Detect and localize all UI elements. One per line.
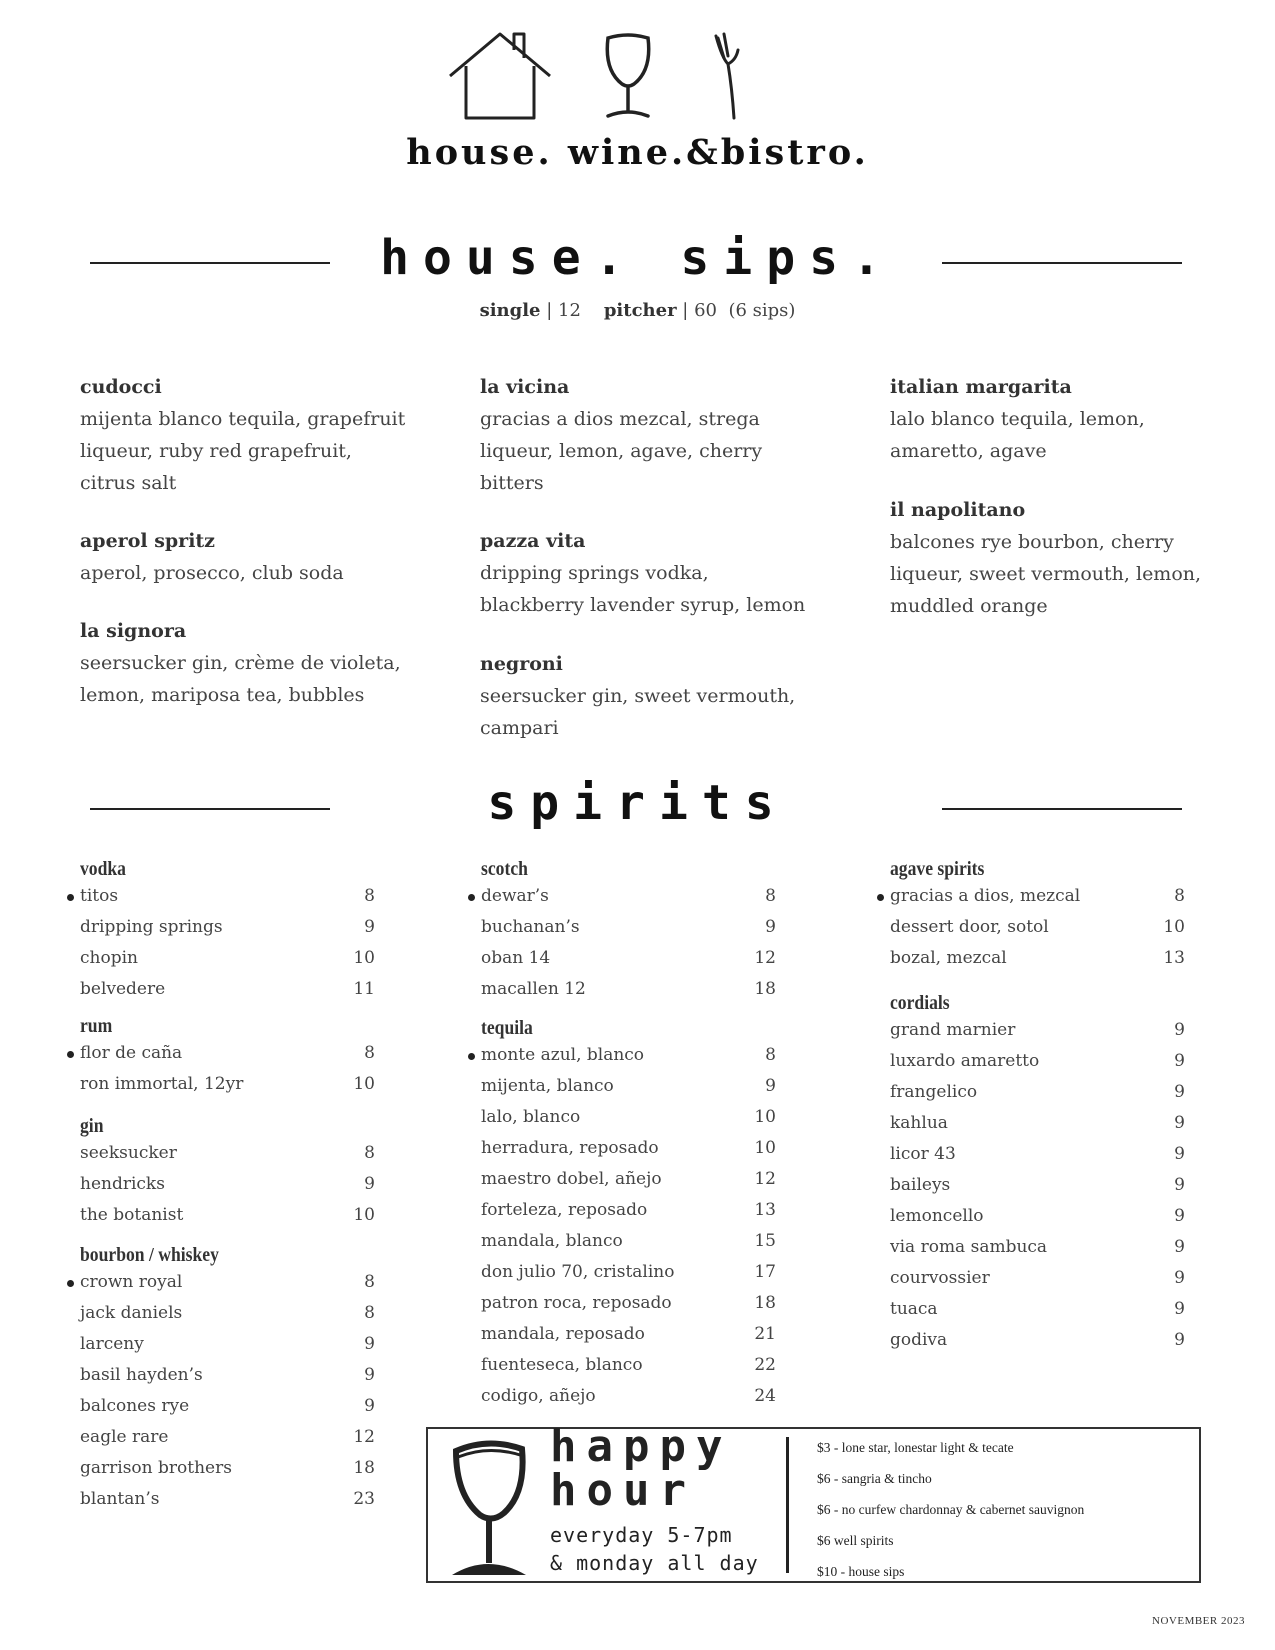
category-title: vodka [80,858,126,880]
spirit-price: 9 [765,917,776,937]
spirit-item [80,1298,375,1329]
spirit-name: fuenteseca, blanco [481,1355,643,1375]
spirit-item [890,943,1185,974]
spirit-price: 8 [364,1272,375,1292]
cocktail-description: gracias a dios mezcal, strega liqueur, lemon, agave, cherry bitters [480,408,763,494]
spirit-item [890,1232,1185,1263]
spirit-item [890,1108,1185,1139]
spirit-price: 8 [364,1043,375,1063]
spirit-name: mandala, reposado [481,1324,645,1344]
cocktail-name: cudocci [80,376,162,398]
category-vodka [80,857,375,1005]
spirit-price: 18 [353,1458,375,1478]
spirit-name: maestro dobel, añejo [481,1169,662,1189]
category-rum [80,1014,375,1100]
spirit-name: godiva [890,1330,948,1350]
spirit-price: 17 [754,1262,776,1282]
single-price: 12 [558,300,581,321]
happy-hour-special: $10 - house sips [817,1564,905,1579]
cocktail-description: seersucker gin, sweet vermouth, campari [480,685,796,739]
spirit-price: 9 [1174,1299,1185,1319]
spirit-name: balcones rye [80,1396,190,1416]
spirit-item [481,881,776,912]
happy-hour-special: $6 - sangria & tincho [817,1471,932,1486]
spirit-name: blantan’s [80,1489,160,1509]
spirit-price: 12 [353,1427,375,1447]
spirit-item [80,974,375,1005]
spirit-name: larceny [80,1334,144,1354]
spirit-name: lemoncello [890,1206,984,1226]
happy-hour-schedule-line1: everyday 5-7pm [550,1523,733,1547]
spirit-item [80,1138,375,1169]
spirit-price: 8 [364,886,375,906]
spirit-name: hendricks [80,1174,165,1194]
divider [90,808,330,810]
menu-date: NOVEMBER 2023 [1152,1615,1245,1627]
spirit-price: 9 [1174,1113,1185,1133]
spirit-item [890,1015,1185,1046]
spirit-name: mijenta, blanco [481,1076,614,1096]
spirit-price: 8 [364,1143,375,1163]
spirit-item [80,1200,375,1231]
spirit-price: 9 [1174,1206,1185,1226]
spirit-name: chopin [80,948,138,968]
spirit-name: belvedere [80,979,166,999]
spirit-price: 9 [1174,1175,1185,1195]
cocktail-description: dripping springs vodka, blackberry lavender syrup, lemon [480,562,806,616]
spirit-item [481,1133,776,1164]
spirit-price: 12 [754,1169,776,1189]
category-title: scotch [481,858,528,880]
spirit-item [890,1325,1185,1356]
spirit-price: 10 [754,1138,776,1158]
spirit-item [80,1038,375,1069]
category-gin [80,1114,375,1231]
spirit-item [481,1226,776,1257]
spirit-name: frangelico [890,1082,978,1102]
spirit-price: 10 [754,1107,776,1127]
spirit-item [80,943,375,974]
spirit-price: 24 [754,1386,776,1406]
spirit-item [481,912,776,943]
spirit-item [481,1040,776,1071]
spirit-name: the botanist [80,1205,184,1225]
spirit-price: 8 [765,1045,776,1065]
spirit-name: buchanan’s [481,917,580,937]
category-tequila [481,1016,776,1412]
spirit-item [481,1350,776,1381]
spirit-price: 9 [364,917,375,937]
spirit-name: ron immortal, 12yr [80,1074,244,1094]
divider [90,262,330,264]
spirit-price: 18 [754,1293,776,1313]
spirit-price: 9 [364,1365,375,1385]
pitcher-label: pitcher [603,300,677,321]
category-title: tequila [481,1017,533,1039]
spirit-item [80,912,375,943]
spirit-price: 9 [1174,1082,1185,1102]
spirit-name: bozal, mezcal [890,948,1007,968]
spirit-name: dripping springs [80,917,223,937]
spirit-price: 9 [1174,1020,1185,1040]
cocktail-il-napolitano [890,494,1220,622]
happy-hour-title-line2: hour [550,1465,696,1516]
spirit-name: herradura, reposado [481,1138,659,1158]
spirit-name: grand marnier [890,1020,1016,1040]
spirit-name: dewar’s [481,886,549,906]
spirit-price: 9 [364,1334,375,1354]
spirit-name: oban 14 [481,948,551,968]
happy-hour-special: $3 - lone star, lonestar light & tecate [817,1440,1014,1455]
category-title: agave spirits [890,858,985,880]
single-label: single [479,300,541,321]
spirit-item [80,1422,375,1453]
fork-icon [716,34,738,118]
category-title: cordials [890,992,950,1014]
spirit-name: courvossier [890,1268,990,1288]
spirit-item [890,1077,1185,1108]
cocktail-description: balcones rye bourbon, cherry liqueur, sweet vermouth, lemon, muddled orange [890,531,1202,617]
happy-hour-schedule-line2: & monday all day [550,1551,759,1575]
happy-hour-title [550,1421,780,1516]
cocktail-name: negroni [480,653,563,675]
spirit-price: 8 [765,886,776,906]
spirit-price: 10 [353,1205,375,1225]
happy-hour-specials [817,1432,1192,1587]
spirit-name: jack daniels [80,1303,183,1323]
spirit-item [481,1102,776,1133]
pitcher-note: (6 sips) [728,300,796,321]
spirit-item [80,1169,375,1200]
spirit-price: 9 [1174,1144,1185,1164]
spirit-price: 9 [765,1076,776,1096]
spirit-name: mandala, blanco [481,1231,623,1251]
spirit-item [481,1164,776,1195]
spirit-name: macallen 12 [481,979,586,999]
spirit-item [481,1288,776,1319]
cocktail-pazza-vita [480,525,810,621]
spirit-price: 9 [1174,1237,1185,1257]
spirit-item [890,1139,1185,1170]
spirit-price: 10 [353,948,375,968]
spirit-name: dessert door, sotol [890,917,1049,937]
spirit-price: 23 [353,1489,375,1509]
spirit-item [80,1329,375,1360]
divider [942,262,1182,264]
spirit-name: luxardo amaretto [890,1051,1040,1071]
category-agave-spirits [890,857,1185,974]
vertical-divider [786,1437,789,1573]
happy-hour-schedule [550,1521,780,1577]
spirit-price: 9 [364,1396,375,1416]
spirit-item [80,1267,375,1298]
category-title: rum [80,1015,113,1037]
spirit-name: basil hayden’s [80,1365,203,1385]
spirit-item [481,1071,776,1102]
spirit-item [481,943,776,974]
spirit-name: seeksucker [80,1143,177,1163]
spirit-price: 9 [1174,1268,1185,1288]
spirit-item [481,1381,776,1412]
spirit-price: 12 [754,948,776,968]
spirit-name: via roma sambuca [890,1237,1048,1257]
cocktail-name: italian margarita [890,376,1072,398]
spirit-item [890,1170,1185,1201]
section-title-house-sips: house. sips. [380,230,895,286]
cocktail-description: aperol, prosecco, club soda [80,562,344,584]
pitcher-price: 60 [694,300,717,321]
spirit-name: kahlua [890,1113,948,1133]
spirit-price: 13 [1163,948,1185,968]
cocktail-name: la signora [80,620,187,642]
spirit-price: 18 [754,979,776,999]
spirit-name: licor 43 [890,1144,956,1164]
spirit-name: titos [80,886,119,906]
spirit-item [80,1391,375,1422]
spirit-item [890,881,1185,912]
spirit-price: 10 [353,1074,375,1094]
spirit-name: codigo, añejo [481,1386,596,1406]
spirit-price: 9 [1174,1330,1185,1350]
cocktail-negroni [480,648,810,744]
brand-name: house. wine.&bistro. [406,132,869,173]
spirit-item [890,1294,1185,1325]
wine-glass-icon [448,1435,528,1579]
spirit-price: 13 [754,1200,776,1220]
spirit-name: patron roca, reposado [481,1293,672,1313]
spirit-price: 11 [353,979,375,999]
category-title: gin [80,1115,104,1137]
house-icon [450,34,550,118]
divider [942,808,1182,810]
cocktail-cudocci [80,371,410,499]
cocktail-name: il napolitano [890,499,1026,521]
spirit-name: eagle rare [80,1427,169,1447]
category-bourbon-whiskey [80,1243,375,1515]
section-title-spirits: spirits [487,775,788,831]
spirit-price: 8 [1174,886,1185,906]
cocktail-aperol-spritz [80,525,410,589]
spirit-item [481,1319,776,1350]
category-title: bourbon / whiskey [80,1244,219,1266]
spirit-price: 21 [754,1324,776,1344]
spirit-name: gracias a dios, mezcal [890,886,1081,906]
happy-hour-special: $6 - no curfew chardonnay & cabernet sauvignon [817,1502,1085,1517]
spirit-name: forteleza, reposado [481,1200,648,1220]
spirit-price: 8 [364,1303,375,1323]
spirit-name: don julio 70, cristalino [481,1262,675,1282]
cocktail-description: lalo blanco tequila, lemon, amaretto, agave [890,408,1145,462]
spirit-item [481,1195,776,1226]
cocktail-name: aperol spritz [80,530,215,552]
spirit-item [80,1069,375,1100]
spirit-name: flor de caña [80,1043,183,1063]
cocktail-la-vicina [480,371,810,499]
category-cordials [890,991,1185,1356]
spirit-item [481,1257,776,1288]
spirit-name: lalo, blanco [481,1107,581,1127]
spirit-item [481,974,776,1005]
happy-hour-title-line1: happy [550,1421,733,1472]
spirit-name: garrison brothers [80,1458,232,1478]
cocktail-name: pazza vita [480,530,586,552]
spirit-name: tuaca [890,1299,938,1319]
spirit-item [80,1484,375,1515]
spirit-price: 22 [754,1355,776,1375]
sips-pricing: single | 12 pitcher | 60 (6 sips) [479,300,796,321]
spirit-name: crown royal [80,1272,183,1292]
spirit-item [890,1263,1185,1294]
spirit-name: baileys [890,1175,951,1195]
wine-glass-icon [607,35,648,116]
spirit-price: 15 [754,1231,776,1251]
spirit-price: 9 [364,1174,375,1194]
spirit-price: 10 [1163,917,1185,937]
cocktail-description: mijenta blanco tequila, grapefruit liqueur, ruby red grapefruit, citrus salt [80,408,406,494]
happy-hour-special: $6 well spirits [817,1533,894,1548]
spirit-price: 9 [1174,1051,1185,1071]
logo-icons [448,28,848,128]
spirit-item [890,912,1185,943]
category-scotch [481,857,776,1005]
spirit-item [80,1453,375,1484]
spirit-name: monte azul, blanco [481,1045,645,1065]
spirit-item [80,1360,375,1391]
spirit-item [890,1201,1185,1232]
spirit-item [890,1046,1185,1077]
spirit-item [80,881,375,912]
cocktail-description: seersucker gin, crème de violeta, lemon, mariposa tea, bubbles [80,652,401,706]
cocktail-italian-margarita [890,371,1220,467]
cocktail-name: la vicina [480,376,570,398]
cocktail-la-signora [80,615,410,711]
